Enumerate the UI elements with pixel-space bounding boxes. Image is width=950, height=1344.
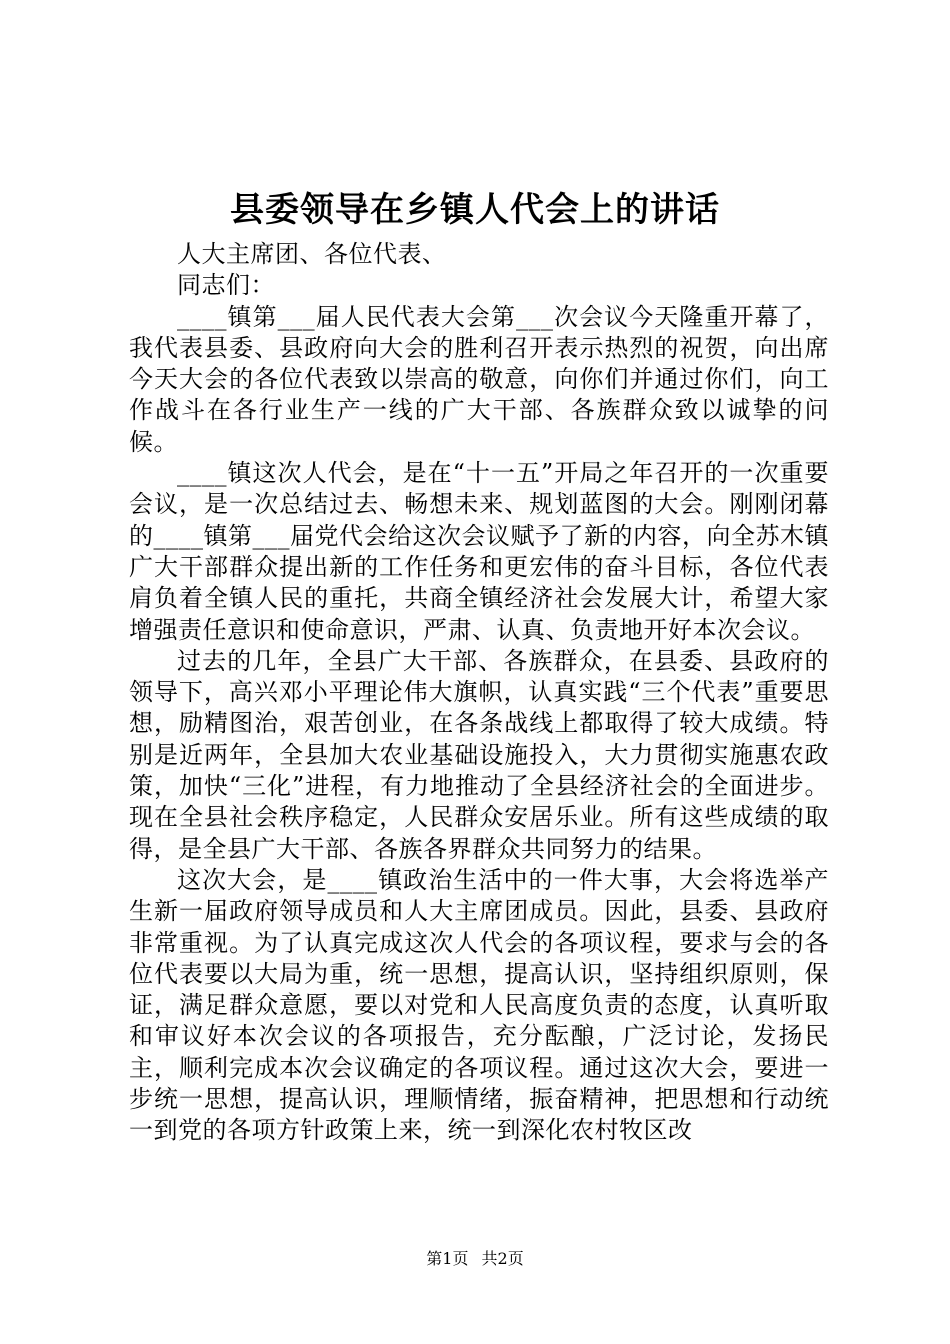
page-total: 共2页 xyxy=(481,1249,524,1268)
page-number: 第1页 xyxy=(426,1249,469,1268)
salutation-line-2: 同志们： xyxy=(177,271,275,300)
document-title: 县委领导在乡镇人代会上的讲话 xyxy=(230,190,720,230)
paragraph-past-achievements: 过去的几年，全县广大干部、各族群众，在县委、县政府的领导下，高兴邓小平理论伟大旗帜，认真实践“三个代表”重要思想，励精图治，艰苦创业，在各条战线上都取得了较大成绩。特别是近两年，全县加大农业基础设施投入，大力贯彻实施惠农政策，加快“三化”进程，有力地推动了全县经济社会的全面进步。现在全县社会秩序稳定，人民群众安居乐业。所有这些成绩的取得，是全县广大干部、各族各界群众共同努力的结果。 xyxy=(129,646,829,863)
document-body xyxy=(129,239,829,1147)
salutation-line-1: 人大主席团、各位代表、 xyxy=(177,240,447,268)
paragraph-meeting-significance: ____镇这次人代会，是在“十一五”开局之年召开的一次重要会议，是一次总结过去、畅想未来、规划蓝图的大会。刚刚闭幕的____镇第___届党代会给这次会议赋予了新的内容，向全苏木镇广大干部群众提出新的工作任务和更宏伟的奋斗目标，各位代表肩负着全镇人民的重托，共商全镇经济社会发展大计，希望大家增强责任意识和使命意识，严肃、认真、负责地开好本次会议。 xyxy=(129,459,829,644)
paragraph-meeting-requirements: 这次大会，是____镇政治生活中的一件大事，大会将选举产生新一届政府领导成员和人大主席团成员。因此，县委、县政府非常重视。为了认真完成这次人代会的各项议程，要求与会的各位代表要以大局为重，统一思想，提高认识，坚持组织原则，保证，满足群众意愿，要以对党和人民高度负责的态度，认真听取和审议好本次会议的各项报告，充分酝酿，广泛讨论，发扬民主，顺利完成本次会议确定的各项议程。通过这次大会，要进一步统一思想，提高认识，理顺情绪，振奋精神，把思想和行动统一到党的各项方针政策上来，统一到深化农村牧区改 xyxy=(129,865,829,1145)
paragraph-opening: ____镇第___届人民代表大会第___次会议今天隆重开幕了，我代表县委、县政府向大会的胜利召开表示热烈的祝贺，向出席今天大会的各位代表致以崇高的敬意，向你们并通过你们，向工作战斗在各行业生产一线的广大干部、各族群众致以诚挚的问候。 xyxy=(129,302,829,456)
page-footer xyxy=(0,1249,950,1269)
